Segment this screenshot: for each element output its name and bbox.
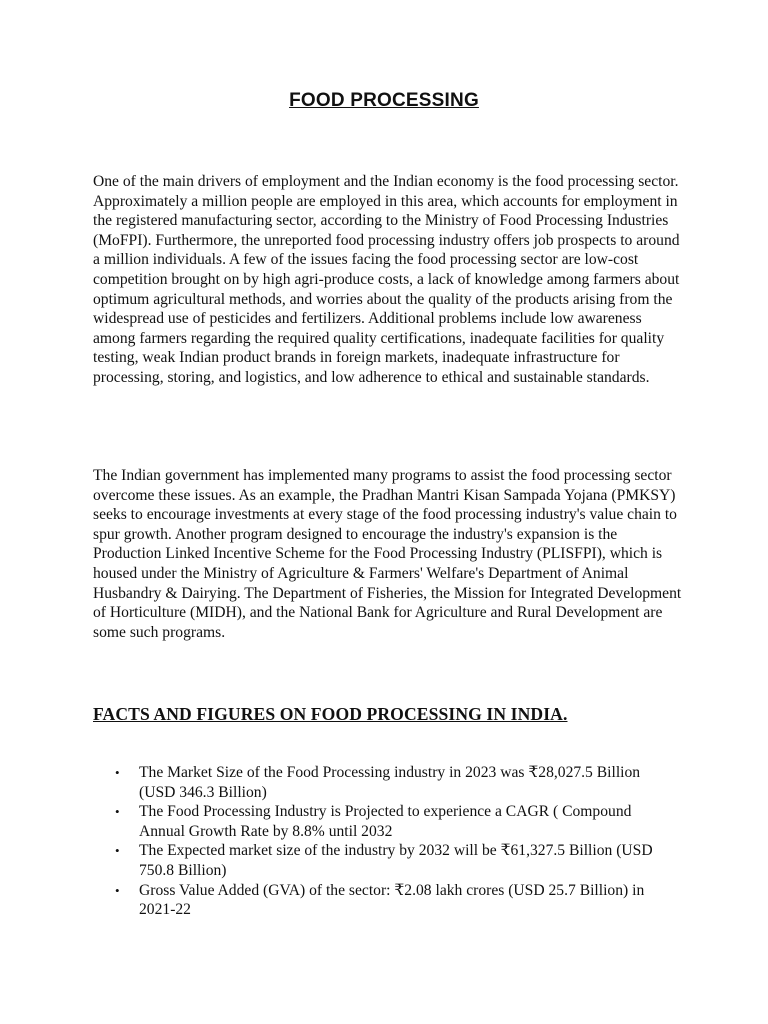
bullet-icon: •	[115, 765, 120, 780]
fact-text: The Expected market size of the industry by 2032 will be ₹61,327.5 Billion (USD 750.8 Billion)	[139, 842, 653, 879]
fact-text: The Market Size of the Food Processing industry in 2023 was ₹28,027.5 Billion (USD 346.3 Billion)	[139, 764, 641, 801]
page-title: FOOD PROCESSING	[289, 90, 479, 111]
bullet-icon: •	[115, 882, 120, 898]
bullet-icon: •	[115, 804, 120, 820]
bullet-icon: •	[115, 843, 120, 859]
list-item	[113, 841, 673, 880]
government-programs-paragraph: The Indian government has implemented many programs to assist the food processing sector overcome these issues. As an example, the Pradhan Mantri Kisan Sampada Yojana (PMKSY) seeks to encourage investments at every stage of the food processing industry's value chain to spur growth. Another program designed to encourage the industry's expansion is the Production Linked Incentive Scheme for the Food Processing Industry (PLISFPI), which is housed under the Ministry of Agriculture & Farmers' Welfare's Department of Animal Husbandry & Dairying. The Department of Fisheries, the Mission for Integrated Development of Horticulture (MIDH), and the National Bank for Agriculture and Rural Development are some such programs.	[93, 467, 682, 641]
fact-text: Gross Value Added (GVA) of the sector: ₹2.08 lakh crores (USD 25.7 Billion) in 2021-22	[139, 881, 645, 919]
facts-list	[113, 763, 673, 920]
fact-text: The Food Processing Industry is Projected to experience a CAGR ( Compound Annual Growth Rate by 8.8% until 2032	[139, 803, 632, 840]
facts-section-heading: FACTS AND FIGURES ON FOOD PROCESSING IN INDIA.	[93, 704, 568, 724]
list-item	[113, 802, 673, 841]
intro-paragraph: One of the main drivers of employment and the Indian economy is the food processing sector. Approximately a million people are employed in this area, which accounts for employment in the registered manufacturing sector, according to the Ministry of Food Processing Industries (MoFPI). Furthermore, the unreported food processing industry offers job prospects to around a million individuals. A few of the issues facing the food processing sector are low-cost competition brought on by high agri-produce costs, a lack of knowledge among farmers about optimum agricultural methods, and worries about the quality of the products arising from the widespread use of pesticides and fertilizers. Additional problems include low awareness among farmers regarding the required quality certifications, inadequate facilities for quality testing, weak Indian product brands in foreign markets, inadequate infrastructure for processing, storing, and logistics, and low adherence to ethical and sustainable standards.	[93, 173, 680, 386]
list-item	[113, 881, 673, 920]
list-item	[113, 763, 673, 802]
